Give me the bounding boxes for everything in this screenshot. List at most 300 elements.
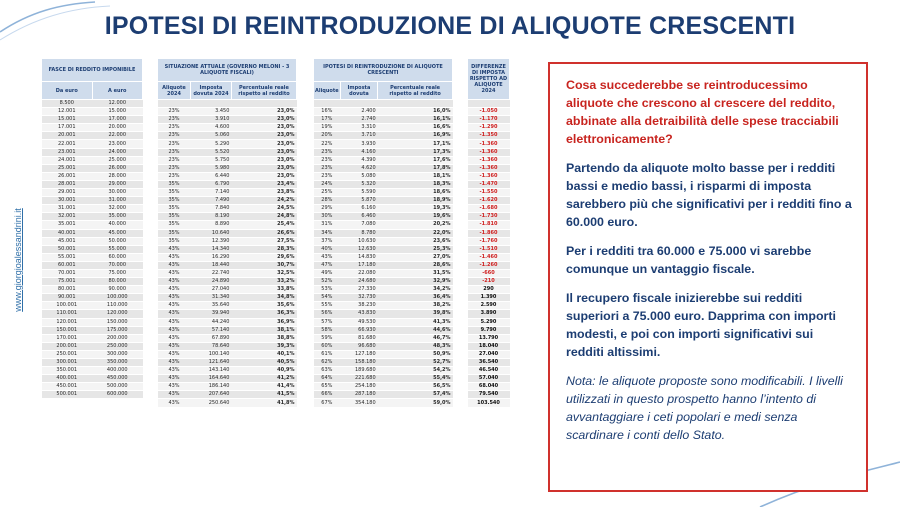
cell-rate: 43% xyxy=(314,253,341,261)
cell-percent: 44,6% xyxy=(378,326,453,334)
table-row xyxy=(468,100,510,108)
cell-to: 25.000 xyxy=(92,156,143,164)
table-row xyxy=(42,367,143,375)
cell-rate: 29% xyxy=(314,205,341,213)
cell-tax: 354.180 xyxy=(340,399,378,407)
cell-rate: 24% xyxy=(314,180,341,188)
cell-percent: 33,2% xyxy=(231,278,296,286)
table-row xyxy=(158,318,297,326)
cell-tax: 121.640 xyxy=(191,359,232,367)
cell-from: 22.001 xyxy=(42,140,93,148)
cell-to: 150.000 xyxy=(92,318,143,326)
cell-rate: 62% xyxy=(314,359,341,367)
cell-tax: 7.490 xyxy=(191,197,232,205)
table-row xyxy=(42,383,143,391)
cell-rate xyxy=(158,100,191,108)
cell-to: 450.000 xyxy=(92,375,143,383)
table-row xyxy=(42,302,143,310)
cell-rate: 23% xyxy=(158,116,191,124)
table-row xyxy=(158,197,297,205)
cell-tax: 207.640 xyxy=(191,391,232,399)
cell-rate: 43% xyxy=(158,391,191,399)
cell-percent: 19,3% xyxy=(378,205,453,213)
cell-percent: 39,3% xyxy=(231,342,296,350)
cell-percent: 55,4% xyxy=(378,375,453,383)
cell-rate: 35% xyxy=(158,189,191,197)
cell-rate: 66% xyxy=(314,391,341,399)
cell-percent: 38,1% xyxy=(231,326,296,334)
table-row xyxy=(468,253,510,261)
cell-to: 120.000 xyxy=(92,310,143,318)
cell-from: 75.001 xyxy=(42,278,93,286)
cell-percent: 16,6% xyxy=(378,124,453,132)
cell-to: 200.000 xyxy=(92,334,143,342)
cell-to: 100.000 xyxy=(92,294,143,302)
cell-to: 90.000 xyxy=(92,286,143,294)
table-row xyxy=(42,229,143,237)
cell-difference: -1.510 xyxy=(468,245,510,253)
cell-to: 12.000 xyxy=(92,100,143,108)
cell-percent: 17,6% xyxy=(378,156,453,164)
cell-tax: 4.390 xyxy=(340,156,378,164)
table-row xyxy=(42,100,143,108)
cell-rate: 40% xyxy=(314,245,341,253)
table-row xyxy=(468,342,510,350)
table-row xyxy=(158,375,297,383)
table-row xyxy=(42,124,143,132)
table-row xyxy=(314,399,453,407)
table-row xyxy=(42,278,143,286)
table-row xyxy=(158,156,297,164)
cell-rate: 23% xyxy=(314,164,341,172)
cell-rate: 43% xyxy=(158,310,191,318)
cell-tax: 189.680 xyxy=(340,367,378,375)
cell-percent: 18,9% xyxy=(378,197,453,205)
cell-difference: -1.350 xyxy=(468,132,510,140)
cell-from: 32.001 xyxy=(42,213,93,221)
col-current-tax: Imposta dovuta 2024 xyxy=(191,82,232,100)
cell-rate: 60% xyxy=(314,342,341,350)
table-row xyxy=(314,383,453,391)
cell-tax xyxy=(191,100,232,108)
table-row xyxy=(468,391,510,399)
table-row xyxy=(468,318,510,326)
cell-percent: 23,0% xyxy=(231,132,296,140)
table-row xyxy=(314,164,453,172)
cell-rate: 23% xyxy=(158,140,191,148)
cell-percent: 28,6% xyxy=(378,261,453,269)
cell-difference: -1.460 xyxy=(468,253,510,261)
table-row xyxy=(158,148,297,156)
table-row xyxy=(42,286,143,294)
table-row xyxy=(314,124,453,132)
table-row xyxy=(314,310,453,318)
cell-percent: 19,6% xyxy=(378,213,453,221)
cell-tax: 5.290 xyxy=(191,140,232,148)
cell-difference: -1.050 xyxy=(468,108,510,116)
table-row xyxy=(468,245,510,253)
cell-difference: 5.290 xyxy=(468,318,510,326)
hypothesis-table xyxy=(313,58,453,408)
table-row xyxy=(468,197,510,205)
cell-rate: 17% xyxy=(314,116,341,124)
cell-from: 20.001 xyxy=(42,132,93,140)
cell-tax: 49.530 xyxy=(340,318,378,326)
cell-rate: 23% xyxy=(314,172,341,180)
cell-from: 24.001 xyxy=(42,156,93,164)
cell-rate: 57% xyxy=(314,318,341,326)
table-row xyxy=(42,318,143,326)
table-row xyxy=(42,213,143,221)
cell-tax: 5.320 xyxy=(340,180,378,188)
current-header: SITUAZIONE ATTUALE (GOVERNO MELONI - 3 ALIQUOTE FISCALI) xyxy=(158,59,297,82)
table-row xyxy=(42,132,143,140)
cell-to: 600.000 xyxy=(92,391,143,399)
table-row xyxy=(42,294,143,302)
cell-percent: 48,3% xyxy=(378,342,453,350)
cell-tax: 17.180 xyxy=(340,261,378,269)
cell-percent: 35,6% xyxy=(231,302,296,310)
cell-rate: 16% xyxy=(314,108,341,116)
cell-to: 50.000 xyxy=(92,237,143,245)
table-row xyxy=(468,108,510,116)
cell-tax: 12.390 xyxy=(191,237,232,245)
cell-rate: 61% xyxy=(314,350,341,358)
table-row xyxy=(468,213,510,221)
table-row xyxy=(468,140,510,148)
table-row xyxy=(314,100,453,108)
table-row xyxy=(158,245,297,253)
table-row xyxy=(314,278,453,286)
cell-to: 30.000 xyxy=(92,189,143,197)
cell-to: 23.000 xyxy=(92,140,143,148)
cell-tax: 4.160 xyxy=(340,148,378,156)
cell-to: 110.000 xyxy=(92,302,143,310)
cell-percent: 59,0% xyxy=(378,399,453,407)
cell-percent: 23,0% xyxy=(231,156,296,164)
table-row xyxy=(314,189,453,197)
table-row xyxy=(42,261,143,269)
cell-rate: 31% xyxy=(314,221,341,229)
table-row xyxy=(42,140,143,148)
table-row xyxy=(158,334,297,342)
cell-rate: 35% xyxy=(158,197,191,205)
cell-percent: 33,8% xyxy=(231,286,296,294)
cell-percent: 22,0% xyxy=(378,229,453,237)
cell-tax: 6.440 xyxy=(191,172,232,180)
cell-difference: -1.620 xyxy=(468,197,510,205)
cell-from: 110.001 xyxy=(42,310,93,318)
cell-rate: 43% xyxy=(158,261,191,269)
table-row xyxy=(314,302,453,310)
col-hyp-rates: Aliquote xyxy=(314,82,341,100)
cell-percent: 30,7% xyxy=(231,261,296,269)
table-row xyxy=(158,383,297,391)
cell-tax: 127.180 xyxy=(340,350,378,358)
cell-tax: 7.080 xyxy=(340,221,378,229)
cell-to: 350.000 xyxy=(92,359,143,367)
differences-header: DIFFERENZE DI IMPOSTA RISPETTO AD ALIQUOTE 2024 xyxy=(468,59,510,100)
table-row xyxy=(158,261,297,269)
cell-from: 200.001 xyxy=(42,342,93,350)
cell-to: 24.000 xyxy=(92,148,143,156)
cell-difference: -1.360 xyxy=(468,164,510,172)
table-row xyxy=(42,326,143,334)
cell-from: 120.001 xyxy=(42,318,93,326)
cell-rate: 65% xyxy=(314,383,341,391)
table-row xyxy=(314,213,453,221)
cell-rate: 43% xyxy=(158,269,191,277)
cell-from: 150.001 xyxy=(42,326,93,334)
cell-rate: 54% xyxy=(314,294,341,302)
cell-from: 300.001 xyxy=(42,359,93,367)
cell-rate: 43% xyxy=(158,342,191,350)
cell-difference xyxy=(468,100,510,108)
cell-from: 170.001 xyxy=(42,334,93,342)
cell-percent: 24,8% xyxy=(231,213,296,221)
table-row xyxy=(314,108,453,116)
cell-from: 50.001 xyxy=(42,245,93,253)
cell-rate: 63% xyxy=(314,367,341,375)
cell-rate: 43% xyxy=(158,278,191,286)
cell-to: 500.000 xyxy=(92,383,143,391)
cell-from: 26.001 xyxy=(42,172,93,180)
table-row xyxy=(42,116,143,124)
cell-to: 45.000 xyxy=(92,229,143,237)
cell-difference: 1.390 xyxy=(468,294,510,302)
cell-rate: 53% xyxy=(314,286,341,294)
cell-tax: 250.640 xyxy=(191,399,232,407)
cell-from: 70.001 xyxy=(42,269,93,277)
table-row xyxy=(158,172,297,180)
cell-percent: 50,9% xyxy=(378,350,453,358)
panel-note: Nota: le aliquote proposte sono modificabili. I livelli utilizzati in questo prospetto hanno l’intento di avvantaggiare i ceti popolari e medi senza scardinare i conti dello Stato. xyxy=(566,374,843,442)
cell-tax: 44.240 xyxy=(191,318,232,326)
table-row xyxy=(158,310,297,318)
cell-from: 400.001 xyxy=(42,375,93,383)
table-row xyxy=(314,375,453,383)
cell-from: 40.001 xyxy=(42,229,93,237)
cell-from: 29.001 xyxy=(42,189,93,197)
cell-rate: 19% xyxy=(314,124,341,132)
table-row xyxy=(158,108,297,116)
table-row xyxy=(42,350,143,358)
cell-difference: 36.540 xyxy=(468,359,510,367)
cell-percent: 39,8% xyxy=(378,310,453,318)
table-row xyxy=(468,221,510,229)
table-row xyxy=(468,334,510,342)
cell-difference: -1.810 xyxy=(468,221,510,229)
table-row xyxy=(158,342,297,350)
table-row xyxy=(314,221,453,229)
cell-percent: 23,0% xyxy=(231,172,296,180)
table-row xyxy=(468,294,510,302)
cell-tax: 24.890 xyxy=(191,278,232,286)
cell-from: 23.001 xyxy=(42,148,93,156)
panel-paragraph-3: Il recupero fiscale inizierebbe sui redditi superiori a 75.000 euro. Dapprima con importi modesti, e poi con importi significativi sui redditi altissimi. xyxy=(566,291,836,359)
cell-rate: 35% xyxy=(158,221,191,229)
cell-from: 60.001 xyxy=(42,261,93,269)
cell-from: 30.001 xyxy=(42,197,93,205)
cell-percent: 23,0% xyxy=(231,140,296,148)
table-row xyxy=(158,359,297,367)
cell-tax: 66.930 xyxy=(340,326,378,334)
col-hyp-tax: Imposta dovuta xyxy=(340,82,378,100)
table-row xyxy=(314,253,453,261)
cell-percent: 40,9% xyxy=(231,367,296,375)
cell-rate: 23% xyxy=(158,124,191,132)
explanation-panel xyxy=(548,62,868,492)
panel-paragraph-1: Partendo da aliquote molto basse per i redditi bassi e medio bassi, i risparmi di imposta sarebbero più che significativi per i redditi fino a 60.000 euro. xyxy=(566,161,852,229)
cell-rate: 34% xyxy=(314,229,341,237)
brackets-header: FASCE DI REDDITO IMPONIBILE xyxy=(42,59,143,82)
cell-rate: 43% xyxy=(158,286,191,294)
cell-rate: 43% xyxy=(158,245,191,253)
cell-difference: 46.540 xyxy=(468,367,510,375)
cell-tax: 5.870 xyxy=(340,197,378,205)
cell-difference: -1.860 xyxy=(468,229,510,237)
cell-rate: 52% xyxy=(314,278,341,286)
table-row xyxy=(468,189,510,197)
cell-percent: 40,5% xyxy=(231,359,296,367)
cell-rate: 20% xyxy=(314,132,341,140)
table-row xyxy=(314,132,453,140)
cell-tax: 22.080 xyxy=(340,269,378,277)
table-row xyxy=(158,278,297,286)
cell-rate: 43% xyxy=(158,399,191,407)
cell-to: 80.000 xyxy=(92,278,143,286)
cell-difference: 68.040 xyxy=(468,383,510,391)
cell-from: 55.001 xyxy=(42,253,93,261)
cell-rate: 35% xyxy=(158,180,191,188)
cell-to: 35.000 xyxy=(92,213,143,221)
cell-tax: 7.140 xyxy=(191,189,232,197)
cell-rate: 23% xyxy=(158,148,191,156)
cell-percent: 36,9% xyxy=(231,318,296,326)
cell-from: 12.001 xyxy=(42,108,93,116)
cell-from: 90.001 xyxy=(42,294,93,302)
cell-percent: 18,3% xyxy=(378,180,453,188)
table-row xyxy=(158,367,297,375)
cell-percent: 18,1% xyxy=(378,172,453,180)
cell-difference: 9.790 xyxy=(468,326,510,334)
cell-from: 25.001 xyxy=(42,164,93,172)
cell-tax: 27.040 xyxy=(191,286,232,294)
cell-rate: 43% xyxy=(158,318,191,326)
cell-rate: 23% xyxy=(158,108,191,116)
cell-rate: 23% xyxy=(314,156,341,164)
table-row xyxy=(158,100,297,108)
cell-tax: 3.910 xyxy=(191,116,232,124)
hypothesis-header: IPOTESI DI REINTRODUZIONE DI ALIQUOTE CRESCENTI xyxy=(314,59,453,82)
table-row xyxy=(314,140,453,148)
table-row xyxy=(42,375,143,383)
cell-tax: 32.730 xyxy=(340,294,378,302)
website-link[interactable]: www.giorgioalessandrini.it xyxy=(13,208,23,312)
table-row xyxy=(468,164,510,172)
cell-tax: 4.600 xyxy=(191,124,232,132)
table-row xyxy=(314,350,453,358)
cell-from: 250.001 xyxy=(42,350,93,358)
cell-percent: 17,1% xyxy=(378,140,453,148)
cell-rate: 43% xyxy=(158,350,191,358)
cell-percent: 23,4% xyxy=(231,180,296,188)
table-row xyxy=(314,197,453,205)
cell-percent: 40,1% xyxy=(231,350,296,358)
table-row xyxy=(42,342,143,350)
cell-difference: -1.260 xyxy=(468,261,510,269)
cell-percent: 16,1% xyxy=(378,116,453,124)
cell-tax: 43.830 xyxy=(340,310,378,318)
differences-table xyxy=(467,58,510,408)
cell-difference: 79.540 xyxy=(468,391,510,399)
cell-to: 26.000 xyxy=(92,164,143,172)
cell-percent: 57,4% xyxy=(378,391,453,399)
table-row xyxy=(158,302,297,310)
cell-rate: 28% xyxy=(314,197,341,205)
panel-paragraph-2: Per i redditi tra 60.000 e 75.000 vi sarebbe comunque un vantaggio fiscale. xyxy=(566,244,812,276)
table-row xyxy=(314,245,453,253)
cell-percent: 23,0% xyxy=(231,124,296,132)
table-row xyxy=(158,399,297,407)
table-row xyxy=(158,391,297,399)
table-row xyxy=(314,116,453,124)
cell-tax: 38.230 xyxy=(340,302,378,310)
cell-from: 500.001 xyxy=(42,391,93,399)
cell-tax: 27.330 xyxy=(340,286,378,294)
table-row xyxy=(158,140,297,148)
cell-rate: 35% xyxy=(158,205,191,213)
cell-tax: 24.680 xyxy=(340,278,378,286)
cell-percent: 31,5% xyxy=(378,269,453,277)
cell-from: 15.001 xyxy=(42,116,93,124)
table-row xyxy=(42,359,143,367)
cell-tax: 67.890 xyxy=(191,334,232,342)
cell-tax: 3.450 xyxy=(191,108,232,116)
table-row xyxy=(468,180,510,188)
table-row xyxy=(42,221,143,229)
cell-difference: -1.360 xyxy=(468,140,510,148)
table-row xyxy=(158,180,297,188)
table-row xyxy=(158,286,297,294)
cell-tax: 287.180 xyxy=(340,391,378,399)
cell-percent: 23,0% xyxy=(231,116,296,124)
cell-difference: -1.730 xyxy=(468,213,510,221)
table-row xyxy=(314,391,453,399)
cell-difference: 2.590 xyxy=(468,302,510,310)
cell-tax: 14.830 xyxy=(340,253,378,261)
cell-rate: 43% xyxy=(158,375,191,383)
cell-to: 175.000 xyxy=(92,326,143,334)
table-row xyxy=(42,391,143,399)
cell-difference: -1.360 xyxy=(468,156,510,164)
cell-percent: 52,7% xyxy=(378,359,453,367)
cell-from: 35.001 xyxy=(42,221,93,229)
cell-percent: 20,2% xyxy=(378,221,453,229)
table-row xyxy=(468,399,510,407)
cell-rate: 58% xyxy=(314,326,341,334)
cell-rate: 43% xyxy=(158,302,191,310)
cell-percent: 29,6% xyxy=(231,253,296,261)
cell-percent: 32,9% xyxy=(378,278,453,286)
col-hyp-percent: Percentuale reale rispetto al reddito xyxy=(378,82,453,100)
cell-from: 350.001 xyxy=(42,367,93,375)
table-row xyxy=(158,164,297,172)
table-row xyxy=(468,375,510,383)
table-row xyxy=(468,359,510,367)
table-row xyxy=(42,237,143,245)
table-row xyxy=(314,229,453,237)
